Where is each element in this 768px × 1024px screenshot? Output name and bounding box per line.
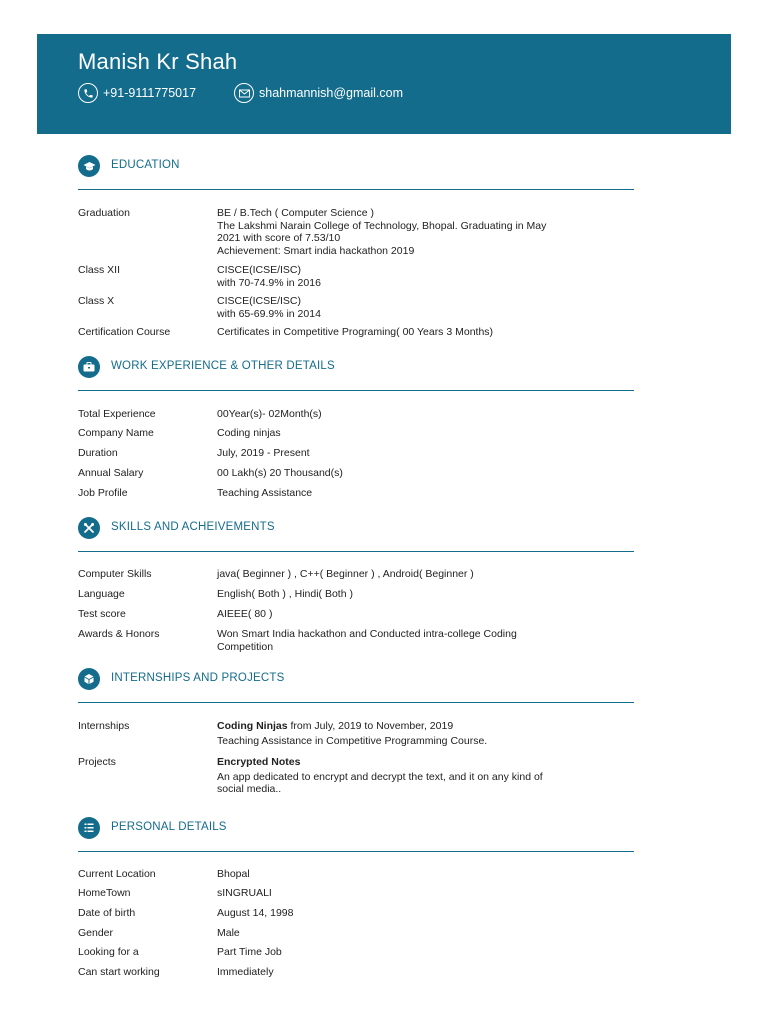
- skills-title: SKILLS AND ACHEIVEMENTS: [111, 521, 275, 533]
- row-value: Bhopal: [217, 868, 250, 880]
- row-label: Annual Salary: [78, 467, 144, 479]
- row-value: July, 2019 - Present: [217, 447, 310, 459]
- personal-section-header: [78, 817, 634, 857]
- work-title: WORK EXPERIENCE & OTHER DETAILS: [111, 360, 335, 372]
- row-value: Male: [217, 927, 240, 939]
- value-line: Achievement: Smart india hackathon 2019: [217, 244, 415, 257]
- value-line: Competition: [217, 640, 274, 653]
- graduation-cap-icon: [78, 155, 100, 177]
- education-section-header: [78, 155, 634, 195]
- row-label: Job Profile: [78, 487, 128, 499]
- internships-section-header: [78, 668, 634, 708]
- tools-icon: [78, 517, 100, 539]
- candidate-name: Manish Kr Shah: [78, 49, 238, 74]
- value-line: [217, 756, 577, 769]
- row-label: Internships: [78, 720, 130, 732]
- row-value: [217, 720, 577, 747]
- value-line: java( Beginner ) , C++( Beginner ) , Android( Beginner ): [217, 568, 474, 580]
- row-label: Duration: [78, 447, 118, 459]
- email-address[interactable]: shahmannish@gmail.com: [259, 86, 404, 100]
- row-label: Class XII: [78, 264, 121, 276]
- row-value: [217, 264, 577, 289]
- row-label: Graduation: [78, 207, 130, 219]
- phone-icon: [78, 83, 98, 103]
- value-line: [217, 720, 577, 733]
- row-value: [217, 295, 577, 320]
- row-label: Date of birth: [78, 907, 136, 919]
- education-title: EDUCATION: [111, 159, 180, 171]
- cube-icon: [78, 668, 100, 690]
- row-value: August 14, 1998: [217, 907, 294, 919]
- envelope-icon: [234, 83, 254, 103]
- row-label: Computer Skills: [78, 568, 152, 580]
- row-label: Can start working: [78, 966, 160, 978]
- value-line: with 70-74.9% in 2016: [217, 276, 321, 289]
- row-value: [217, 628, 577, 653]
- value-line: Certificates in Competitive Programing( 00 Years 3 Months): [217, 326, 494, 338]
- row-label: Test score: [78, 608, 126, 620]
- project-description-line: An app dedicated to encrypt and decrypt the text, and it on any kind of: [217, 770, 543, 783]
- section-divider: [78, 551, 634, 552]
- row-label: Company Name: [78, 427, 154, 439]
- row-label: Looking for a: [78, 946, 139, 958]
- section-divider: [78, 702, 634, 703]
- internships-title: INTERNSHIPS AND PROJECTS: [111, 672, 285, 684]
- value-line: The Lakshmi Narain College of Technology, Bhopal. Graduating in May: [217, 219, 547, 232]
- personal-title: PERSONAL DETAILS: [111, 821, 227, 833]
- internship-description: Teaching Assistance in Competitive Programming Course.: [217, 734, 488, 747]
- row-label: HomeTown: [78, 887, 131, 899]
- section-divider: [78, 390, 634, 391]
- value-line: CISCE(ICSE/ISC): [217, 264, 302, 276]
- internship-company: Coding Ninjas: [217, 720, 288, 732]
- value-line: BE / B.Tech ( Computer Science ): [217, 207, 374, 219]
- row-value: Coding ninjas: [217, 427, 281, 439]
- project-name: Encrypted Notes: [217, 756, 301, 768]
- id-list-icon: [78, 817, 100, 839]
- value-line: with 65-69.9% in 2014: [217, 307, 321, 320]
- row-value: [217, 608, 577, 621]
- project-description-line: social media..: [217, 783, 282, 795]
- row-label: Projects: [78, 756, 116, 768]
- row-value: [217, 326, 577, 339]
- row-label: Language: [78, 588, 125, 600]
- row-value: 00Year(s)- 02Month(s): [217, 408, 322, 420]
- email-contact: [234, 83, 403, 103]
- row-value: Part Time Job: [217, 946, 282, 958]
- row-value: 00 Lakh(s) 20 Thousand(s): [217, 467, 343, 479]
- row-label: Total Experience: [78, 408, 156, 420]
- phone-contact: [78, 83, 196, 103]
- section-divider: [78, 189, 634, 190]
- row-value: [217, 207, 577, 257]
- row-label: Current Location: [78, 868, 156, 880]
- row-value: [217, 568, 577, 581]
- row-value: Teaching Assistance: [217, 487, 313, 499]
- row-label: Certification Course: [78, 326, 171, 338]
- resume-header: [37, 34, 731, 134]
- row-label: Class X: [78, 295, 115, 307]
- row-label: Awards & Honors: [78, 628, 160, 640]
- briefcase-icon: [78, 356, 100, 378]
- work-section-header: [78, 356, 634, 396]
- row-value: [217, 756, 577, 796]
- value-line: AIEEE( 80 ): [217, 608, 273, 620]
- phone-number[interactable]: +91-9111775017: [103, 86, 197, 100]
- value-line: English( Both ) , Hindi( Both ): [217, 588, 353, 600]
- row-value: Immediately: [217, 966, 274, 978]
- row-value: sINGRUALI: [217, 887, 272, 899]
- internship-period: from July, 2019 to November, 2019: [287, 720, 454, 732]
- value-line: CISCE(ICSE/ISC): [217, 295, 302, 307]
- section-divider: [78, 851, 634, 852]
- value-line: Won Smart India hackathon and Conducted intra-college Coding: [217, 628, 517, 640]
- skills-section-header: [78, 517, 634, 557]
- row-label: Gender: [78, 927, 114, 939]
- row-value: [217, 588, 577, 601]
- value-line: 2021 with score of 7.53/10: [217, 232, 341, 244]
